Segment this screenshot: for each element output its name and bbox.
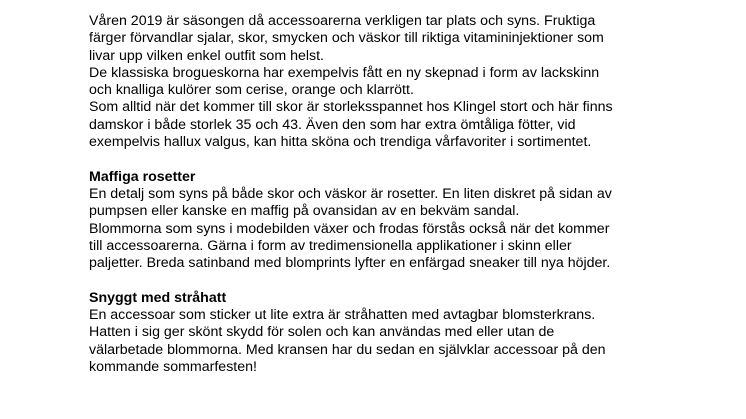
text-line: De klassiska brogueskorna har exempelvis fått en ny skepnad i form av lackskinn — [89, 64, 600, 81]
text-line: paljetter. Breda satinband med blomprints lyfter en enfärgad sneaker till nya höjder. — [89, 255, 611, 272]
text-line: välarbetade blommorna. Med kransen har du sedan en självklar accessoar på den — [89, 341, 606, 358]
text-line: kommande sommarfesten! — [89, 358, 257, 375]
document-page — [89, 13, 734, 376]
section-heading: Snyggt med stråhatt — [89, 289, 227, 306]
section-snyggt-med-strahatt — [89, 290, 734, 376]
text-line: och knalliga kulörer som cerise, orange och klarrött. — [89, 82, 414, 99]
intro-paragraph — [89, 13, 734, 151]
paragraph-spacer — [89, 151, 734, 168]
text-line: pumpsen eller kanske en maffig på ovansidan av en bekväm sandal. — [89, 203, 520, 220]
section-heading: Maffiga rosetter — [89, 168, 196, 185]
text-line: Hatten i sig ger skönt skydd för solen och kan användas med eller utan de — [89, 324, 555, 341]
text-line: damskor i både storlek 35 och 43. Även den som har extra ömtåliga fötter, vid — [89, 116, 576, 133]
paragraph-spacer — [89, 272, 734, 289]
text-line: exempelvis hallux valgus, kan hitta sköna och trendiga vårfavoriter i sortimentet. — [89, 134, 592, 151]
text-line: livar upp vilken enkel outfit som helst. — [89, 47, 324, 64]
text-line: färger förvandlar sjalar, skor, smycken och väskor till riktiga vitamininjektioner som — [89, 30, 604, 47]
text-line: till accessoarerna. Gärna i form av tredimensionella applikationer i skinn eller — [89, 237, 572, 254]
text-line: En detalj som syns på både skor och väskor är rosetter. En liten diskret på sidan av — [89, 185, 612, 202]
text-line: Som alltid när det kommer till skor är storleksspannet hos Klingel stort och här finns — [89, 99, 613, 116]
text-line: En accessoar som sticker ut lite extra är stråhatten med avtagbar blomsterkrans. — [89, 307, 596, 324]
text-line: Våren 2019 är säsongen då accessoarerna verkligen tar plats och syns. Fruktiga — [89, 13, 596, 29]
text-line: Blommorna som syns i modebilden växer och frodas förstås också när det kommer — [89, 220, 610, 237]
section-maffiga-rosetter — [89, 169, 734, 273]
